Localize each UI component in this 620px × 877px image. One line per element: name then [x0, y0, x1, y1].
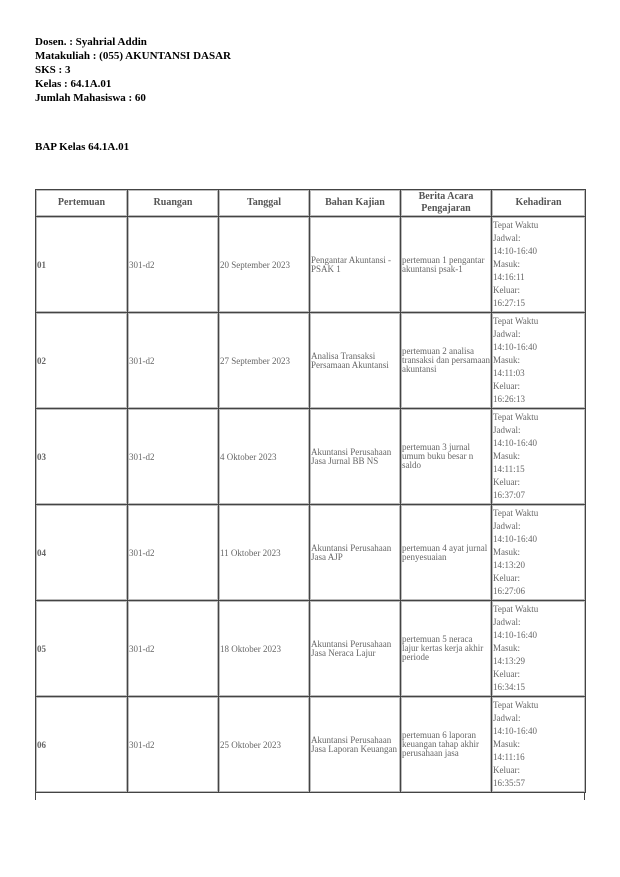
cell-kehadiran — [492, 409, 586, 505]
cell-tanggal: 4 Oktober 2023 — [219, 409, 310, 505]
cell-pertemuan: 04 — [36, 505, 128, 601]
matakuliah-line: Matakuliah : (055) AKUNTANSI DASAR — [35, 50, 231, 62]
col-header-ruangan: Ruangan — [128, 190, 219, 217]
bap-table — [35, 189, 586, 793]
keluar-value: 16:37:07 — [493, 490, 526, 500]
table-row — [36, 601, 586, 697]
jadwal-value: 14:10-16:40 — [493, 246, 537, 256]
table-row — [36, 313, 586, 409]
cell-ruangan: 301-d2 — [128, 313, 219, 409]
cell-pertemuan: 05 — [36, 601, 128, 697]
cell-bahan-kajian: Akuntansi Perusahaan Jasa Jurnal BB NS — [310, 409, 401, 505]
kehadiran-status: Tepat Waktu — [493, 700, 539, 710]
masuk-label: Masuk: — [493, 259, 520, 269]
keluar-value: 16:27:06 — [493, 586, 526, 596]
cell-pertemuan: 01 — [36, 217, 128, 313]
keluar-label: Keluar: — [493, 573, 520, 583]
masuk-label: Masuk: — [493, 451, 520, 461]
masuk-value: 14:13:20 — [493, 560, 526, 570]
table-row — [36, 409, 586, 505]
cell-ruangan: 301-d2 — [128, 697, 219, 793]
masuk-value: 14:16:11 — [493, 272, 525, 282]
jadwal-value: 14:10-16:40 — [493, 342, 537, 352]
table-row — [36, 505, 586, 601]
course-header — [35, 35, 231, 105]
col-header-tanggal: Tanggal — [219, 190, 310, 217]
jadwal-label: Jadwal: — [493, 233, 521, 243]
keluar-value: 16:27:15 — [493, 298, 526, 308]
jadwal-label: Jadwal: — [493, 713, 521, 723]
cell-kehadiran — [492, 217, 586, 313]
cell-tanggal: 25 Oktober 2023 — [219, 697, 310, 793]
bap-title: BAP Kelas 64.1A.01 — [35, 141, 130, 153]
jadwal-label: Jadwal: — [493, 521, 521, 531]
cell-tanggal: 18 Oktober 2023 — [219, 601, 310, 697]
masuk-label: Masuk: — [493, 739, 520, 749]
cell-berita-acara: pertemuan 1 pengantar akuntansi psak-1 — [401, 217, 492, 313]
cell-berita-acara: pertemuan 2 analisa transaksi dan persamaan akuntansi — [401, 313, 492, 409]
col-header-pertemuan: Pertemuan — [36, 190, 128, 217]
cell-berita-acara: pertemuan 5 neraca lajur kertas kerja akhir periode — [401, 601, 492, 697]
keluar-label: Keluar: — [493, 381, 520, 391]
keluar-label: Keluar: — [493, 765, 520, 775]
cell-kehadiran — [492, 313, 586, 409]
cell-bahan-kajian: Analisa Transaksi Persamaan Akuntansi — [310, 313, 401, 409]
cell-kehadiran — [492, 505, 586, 601]
keluar-value: 16:35:57 — [493, 778, 526, 788]
kehadiran-status: Tepat Waktu — [493, 316, 539, 326]
table-row — [36, 697, 586, 793]
cell-pertemuan: 06 — [36, 697, 128, 793]
cell-ruangan: 301-d2 — [128, 601, 219, 697]
cell-bahan-kajian: Pengantar Akuntansi - PSAK 1 — [310, 217, 401, 313]
masuk-label: Masuk: — [493, 355, 520, 365]
sks-line: SKS : 3 — [35, 64, 71, 76]
table-header-row — [36, 190, 586, 217]
cell-bahan-kajian: Akuntansi Perusahaan Jasa Laporan Keuangan — [310, 697, 401, 793]
table-continuation — [35, 792, 585, 800]
jadwal-label: Jadwal: — [493, 329, 521, 339]
col-header-kehadiran: Kehadiran — [492, 190, 586, 217]
jumlah-mahasiswa-line: Jumlah Mahasiswa : 60 — [35, 92, 146, 104]
col-header-bahan-kajian: Bahan Kajian — [310, 190, 401, 217]
dosen-line: Dosen. : Syahrial Addin — [35, 36, 147, 48]
col-header-berita-acara: Berita Acara Pengajaran — [401, 190, 492, 217]
table-row — [36, 217, 586, 313]
jadwal-label: Jadwal: — [493, 617, 521, 627]
cell-ruangan: 301-d2 — [128, 505, 219, 601]
cell-pertemuan: 03 — [36, 409, 128, 505]
jadwal-value: 14:10-16:40 — [493, 630, 537, 640]
kelas-line: Kelas : 64.1A.01 — [35, 78, 112, 90]
cell-pertemuan: 02 — [36, 313, 128, 409]
keluar-label: Keluar: — [493, 477, 520, 487]
masuk-value: 14:13:29 — [493, 656, 526, 666]
cell-ruangan: 301-d2 — [128, 409, 219, 505]
keluar-label: Keluar: — [493, 669, 520, 679]
cell-berita-acara: pertemuan 4 ayat jurnal penyesuaian — [401, 505, 492, 601]
cell-tanggal: 20 September 2023 — [219, 217, 310, 313]
masuk-value: 14:11:03 — [493, 368, 525, 378]
kehadiran-status: Tepat Waktu — [493, 412, 539, 422]
jadwal-label: Jadwal: — [493, 425, 521, 435]
masuk-label: Masuk: — [493, 547, 520, 557]
cell-bahan-kajian: Akuntansi Perusahaan Jasa AJP — [310, 505, 401, 601]
masuk-value: 14:11:15 — [493, 464, 525, 474]
masuk-label: Masuk: — [493, 643, 520, 653]
cell-ruangan: 301-d2 — [128, 217, 219, 313]
masuk-value: 14:11:16 — [493, 752, 525, 762]
kehadiran-status: Tepat Waktu — [493, 508, 539, 518]
jadwal-value: 14:10-16:40 — [493, 438, 537, 448]
jadwal-value: 14:10-16:40 — [493, 534, 537, 544]
keluar-value: 16:34:15 — [493, 682, 526, 692]
kehadiran-status: Tepat Waktu — [493, 604, 539, 614]
cell-berita-acara: pertemuan 6 laporan keuangan tahap akhir perusahaan jasa — [401, 697, 492, 793]
jadwal-value: 14:10-16:40 — [493, 726, 537, 736]
cell-kehadiran — [492, 697, 586, 793]
cell-bahan-kajian: Akuntansi Perusahaan Jasa Neraca Lajur — [310, 601, 401, 697]
keluar-label: Keluar: — [493, 285, 520, 295]
kehadiran-status: Tepat Waktu — [493, 220, 539, 230]
cell-berita-acara: pertemuan 3 jurnal umum buku besar n saldo — [401, 409, 492, 505]
keluar-value: 16:26:13 — [493, 394, 526, 404]
cell-tanggal: 11 Oktober 2023 — [219, 505, 310, 601]
cell-kehadiran — [492, 601, 586, 697]
cell-tanggal: 27 September 2023 — [219, 313, 310, 409]
